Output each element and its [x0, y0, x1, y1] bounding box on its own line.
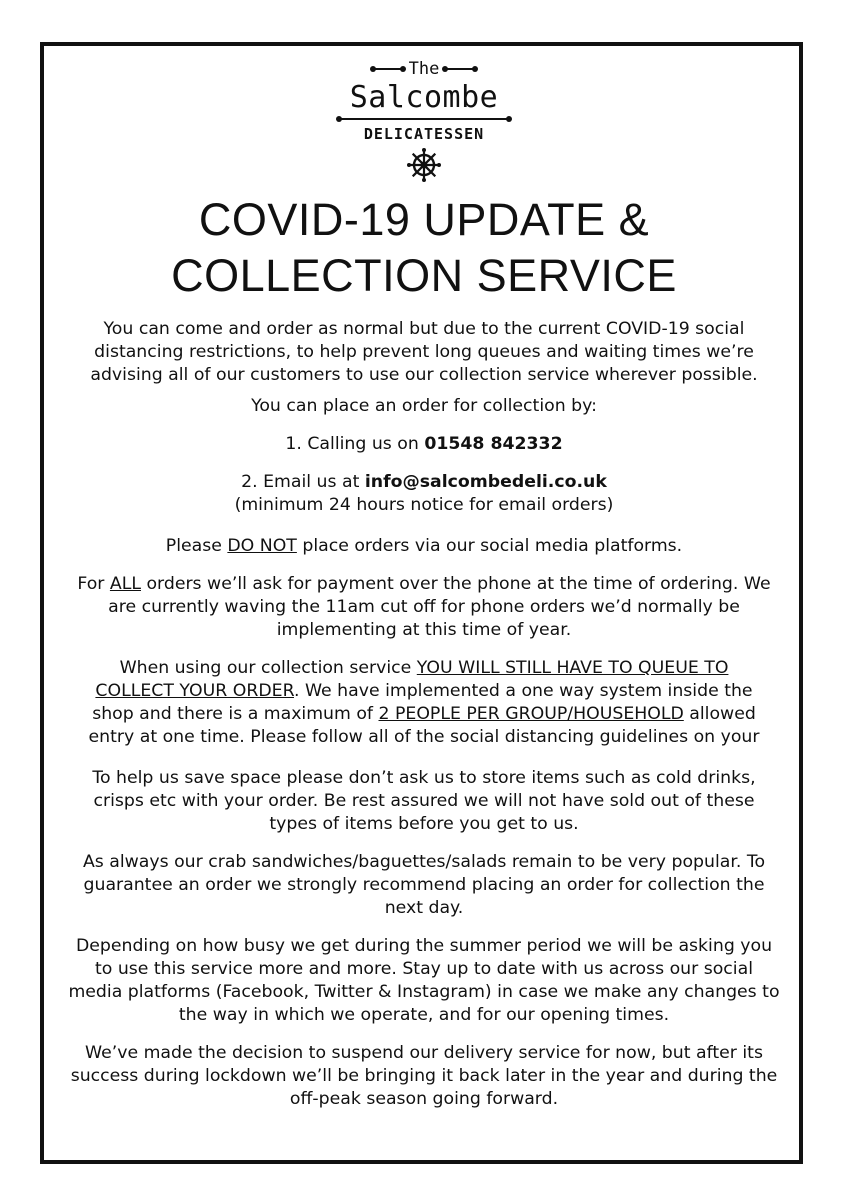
- space-line-3: types of items before you get to us.: [269, 814, 579, 834]
- queue-emphasis-3: 2 PEOPLE PER GROUP/HOUSEHOLD: [378, 704, 684, 724]
- payment-line-3: implementing at this time of year.: [276, 620, 572, 640]
- step-call-label: 1. Calling us on: [285, 434, 425, 454]
- delivery-line-1: We’ve made the decision to suspend our delivery service for now, but after its: [85, 1043, 763, 1063]
- space-line-1: To help us save space please don’t ask us to store items such as cold drinks,: [92, 768, 756, 788]
- payment-line-1: orders we’ll ask for payment over the phone at the time of ordering. We: [140, 574, 771, 594]
- queue-line-2-post: . We have implemented a one way system inside the: [293, 681, 753, 701]
- crab-line-2: guarantee an order we strongly recommend placing an order for collection the: [83, 875, 765, 895]
- do-not-emphasis: DO NOT: [227, 536, 297, 556]
- intro-line-1: You can come and order as normal but due to the current COVID-19 social: [103, 319, 745, 339]
- queue-line-3-post: allowed: [683, 704, 756, 724]
- logo-dash-left: [373, 68, 403, 70]
- all-emphasis: ALL: [109, 574, 141, 594]
- social-paragraph: [62, 535, 786, 558]
- email-note: (minimum 24 hours notice for email orders): [234, 495, 614, 515]
- crab-paragraph: [62, 851, 786, 920]
- logo-the-text: The: [408, 59, 440, 79]
- payment-paragraph: [62, 573, 786, 642]
- crab-line-3: next day.: [384, 898, 464, 918]
- delivery-line-2: success during lockdown we’ll be bringing it back later in the year and during the: [70, 1066, 778, 1086]
- queue-emphasis-2: COLLECT YOUR ORDER: [95, 681, 294, 701]
- busy-line-2: to use this service more and more. Stay up to date with us across our social: [94, 959, 754, 979]
- queue-line-4: entry at one time. Please follow all of the social distancing guidelines on your: [88, 727, 760, 747]
- phone-number: 01548 842332: [424, 434, 563, 454]
- busy-paragraph: [62, 935, 786, 1027]
- crab-line-1: As always our crab sandwiches/baguettes/salads remain to be very popular. To: [82, 852, 766, 872]
- page-title: [0, 192, 848, 304]
- title-line-1: COVID-19 UPDATE &: [198, 194, 650, 245]
- payment-pre: For: [77, 574, 110, 594]
- busy-line-4: the way in which we operate, and for our opening times.: [178, 1005, 670, 1025]
- ship-wheel-icon: [407, 148, 441, 182]
- queue-paragraph: [62, 657, 786, 749]
- logo-subtitle: DELICATESSEN: [363, 125, 485, 143]
- step-email: [62, 471, 786, 517]
- step-email-label: 2. Email us at: [241, 472, 365, 492]
- social-pre: Please: [165, 536, 228, 556]
- logo-dash-right: [445, 68, 475, 70]
- step-call: [62, 433, 786, 456]
- intro-paragraph: [62, 318, 786, 387]
- queue-emphasis-1: YOU WILL STILL HAVE TO QUEUE TO: [416, 658, 729, 678]
- email-address: info@salcombedeli.co.uk: [364, 472, 607, 492]
- space-paragraph: [62, 767, 786, 836]
- delivery-paragraph: [62, 1042, 786, 1111]
- busy-line-3: media platforms (Facebook, Twitter & Instagram) in case we make any changes to: [68, 982, 780, 1002]
- title-line-2: COLLECTION SERVICE: [171, 250, 677, 301]
- intro-line-2: distancing restrictions, to help prevent long queues and waiting times we’re: [94, 342, 754, 362]
- notice-body: [62, 318, 786, 1111]
- logo: [0, 58, 848, 182]
- queue-line-3-pre: shop and there is a maximum of: [92, 704, 379, 724]
- place-order-text: You can place an order for collection by:: [251, 396, 597, 416]
- space-line-2: crisps etc with your order. Be rest assured we will not have sold out of these: [93, 791, 755, 811]
- social-post: place orders via our social media platforms.: [296, 536, 683, 556]
- logo-rule: [339, 118, 509, 120]
- delivery-line-3: off-peak season going forward.: [289, 1089, 559, 1109]
- logo-name: Salcombe: [349, 80, 499, 115]
- intro-line-3: advising all of our customers to use our collection service wherever possible.: [90, 365, 758, 385]
- queue-line-1-pre: When using our collection service: [119, 658, 417, 678]
- busy-line-1: Depending on how busy we get during the summer period we will be asking you: [75, 936, 773, 956]
- payment-line-2: are currently waving the 11am cut off for phone orders we’d normally be: [108, 597, 740, 617]
